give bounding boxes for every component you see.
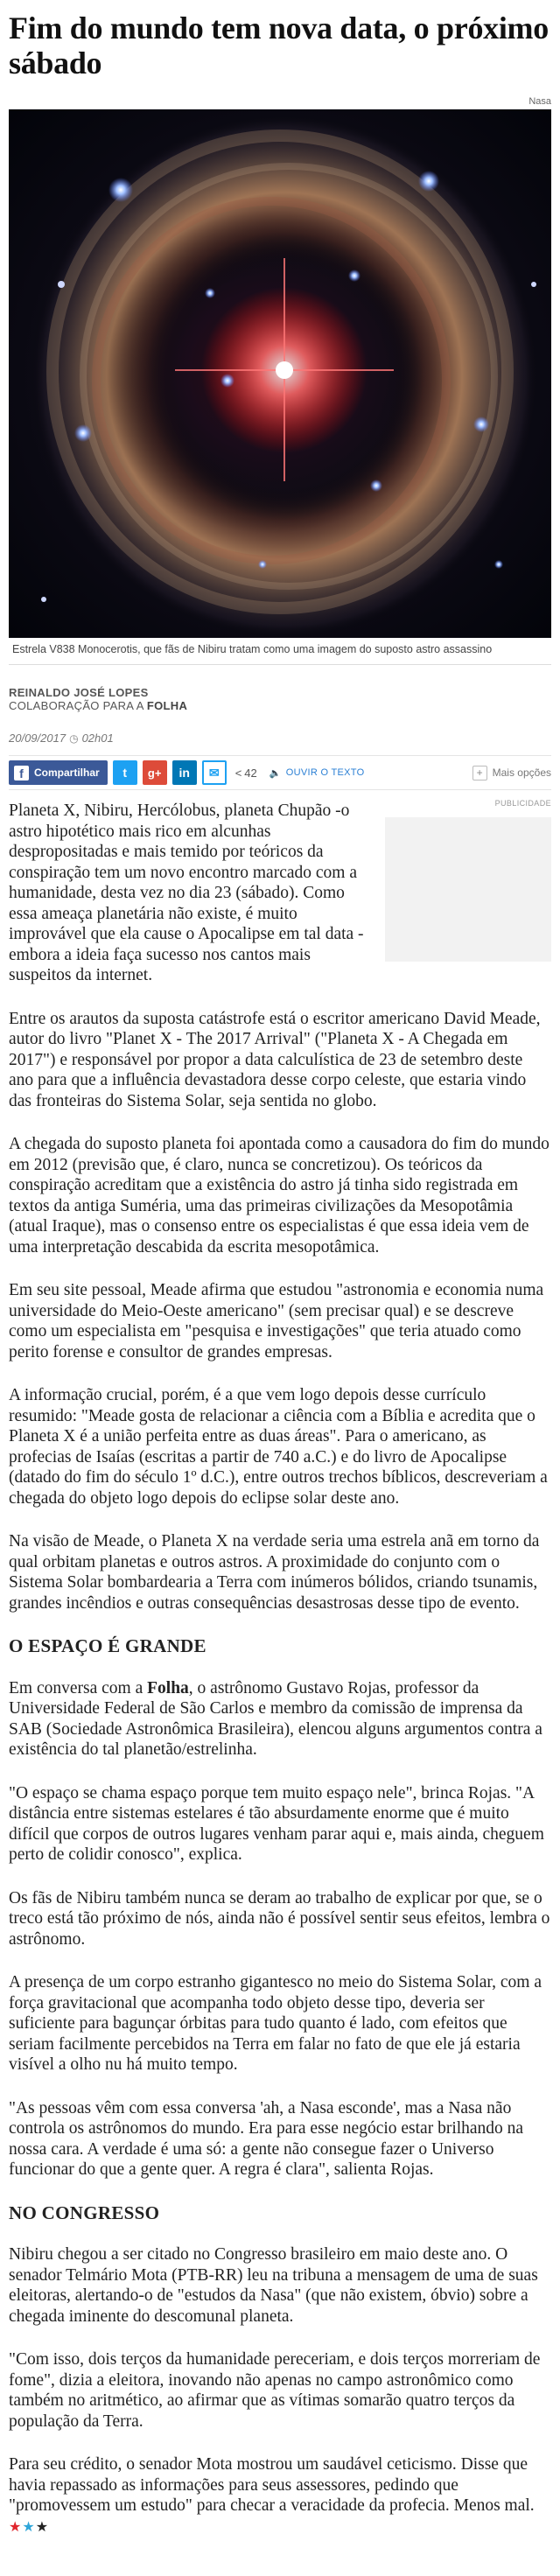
paragraph: A presença de um corpo estranho gigantesco no meio do Sistema Solar, com a força gravitacional que acompanha todo objeto desse tipo, deveria ser suficiente para bagunçar órbitas para tudo quanto é lado, com efeitos que seriam facilmente percebidos na Terra em falar no fato de que ele já estaria visível a olho nu há muito tempo. (9, 1973, 542, 2074)
text: Em conversa com a (9, 1678, 148, 1698)
ad-slot (385, 794, 551, 962)
email-share-button[interactable] (202, 760, 227, 785)
photo-credit: Nasa (528, 96, 551, 107)
author-name: REINALDO JOSÉ LOPES (9, 686, 149, 699)
article-photo[interactable] (9, 109, 551, 638)
paragraph: Nibiru chegou a ser citado no Congresso brasileiro em maio deste ano. O senador Telmário Mota (PTB-RR) leu na tribuna a mensagem de uma de suas eleitoras, alertando-o de "estudos da Nasa" (que não existem, óbvio) sobre a chegada iminente do descomunal planeta. (9, 2245, 538, 2326)
share-icon: < (234, 766, 242, 780)
facebook-share-label: Compartilhar (34, 766, 100, 779)
paragraph: Na visão de Meade, o Planeta X na verdade seria uma estrela anã em torno da qual orbitam planetas e outros astros. A proximidade do conjunto com o Sistema Solar bombardearia a Terra com inúmeros bólidos, criando tsunamis, grandes incêndios e outras consequências desastrosas desse tipo de evento. (9, 1532, 540, 1613)
speaker-icon: 🔈 (269, 767, 282, 779)
text: Para seu crédito, o senador Mota mostrou um saudável ceticismo. Disse que havia repassado as informações para seus assessores, pedindo que "promovessem um estudo" para checar a veracidade da profecia. Menos mal. (9, 2455, 535, 2515)
twitter-share-button[interactable] (113, 760, 137, 785)
paragraph: Em seu site pessoal, Meade afirma que estudou "astronomia e economia numa universidade do Meio-Oeste americano" (sem precisar qual) e se descreve como um especialista em "pesquisa e investigações" que teria atuado como perito forense e consultor de grandes empresas. (9, 1281, 544, 1362)
google-plus-share-button[interactable] (143, 760, 167, 785)
paragraph (9, 2454, 551, 2538)
collaboration-note (9, 699, 551, 712)
publish-time: 02h01 (81, 732, 114, 745)
section-title: O ESPAÇO É GRANDE (9, 1635, 206, 1656)
end-star-icon: ★ (35, 2519, 50, 2535)
paragraph: Entre os arautos da suposta catástrofe está o escritor americano David Meade, autor do livro "Planet X - The 2017 Arrival" ("Planeta X - A Chegada em 2017") e responsável por propor a data calculística de 23 de setembro deste ano para que a influência devastadora desse corpo celeste, que estaria vindo das fronteiras do Sistema Solar, seja sentida no globo. (9, 1009, 541, 1110)
more-options-label: Mais opções (492, 766, 551, 779)
ad-label: PUBLICIDADE (494, 799, 551, 808)
listen-button[interactable] (270, 767, 365, 779)
paragraph: "O espaço se chama espaço porque tem muito espaço nele", brinca Rojas. "A distância entre sistemas estelares é tão absurdamente enorme que é muito difícil que corpos de outros lugares venham parar aqui e, mais ainda, cheguem perto de colidir conosco", explica. (9, 1783, 544, 1864)
paragraph: A informação crucial, porém, é a que vem logo depois desse currículo resumido: "Meade gosta de relacionar a ciência com a Bíblia e acredita que o Planeta X é a união perfeita entre as duas áreas". Para o americano, as profecias de Isaías (escritas a partir de 740 a.C.) e do livro de Apocalipse (datado do fim do século 1º d.C.), entre outros trechos bíblicos, descreveriam a chegada do objeto logo depois do eclipse solar deste ano. (9, 1386, 548, 1508)
end-star-icon: ★ (22, 2519, 36, 2535)
facebook-icon: f (14, 766, 29, 780)
headline: Fim do mundo tem nova data, o próximo sábado (9, 10, 549, 80)
email-icon: ✉ (208, 765, 220, 780)
collab-outlet: FOLHA (146, 699, 188, 712)
google-plus-icon: g+ (147, 766, 162, 780)
text: , o astrônomo Gustavo Rojas, professor da Universidade Federal de São Carlos e membro da comissão de imprensa da SAB (Sociedade Astronômica Brasileira), elencou alguns argumentos contra a existência do tal planetão/estrelinha. (9, 1678, 542, 1759)
paragraph: Os fãs de Nibiru também nunca se deram ao trabalho de explicar por que, se o treco está tão próximo de nós, ainda não é possível sentir seus efeitos, lembra o astrônomo. (9, 1888, 550, 1949)
share-bar (9, 755, 551, 790)
share-count-value: 42 (244, 766, 257, 780)
collab-prefix: COLABORAÇÃO PARA A (9, 699, 147, 712)
section-title: NO CONGRESSO (9, 2202, 160, 2223)
ad-box[interactable] (385, 817, 551, 962)
photo-caption: Estrela V838 Monocerotis, que fãs de Nibiru tratam como uma imagem do suposto astro assassino (9, 638, 551, 665)
article-body (9, 794, 551, 2538)
publish-date: 20/09/2017 (9, 732, 66, 745)
paragraph (9, 1678, 551, 1760)
byline (9, 686, 551, 712)
more-options-button[interactable] (472, 766, 551, 780)
lead-with-ad (9, 794, 551, 1009)
plus-icon: + (472, 766, 487, 780)
paragraph: "Com isso, dois terços da humanidade pereceriam, e dois terços morreriam de fome", dizia a eleitora, inovando não apenas no campo astronômico como também no aritmético, ao afirmar que as vítimas somarão quatro terços da população da Terra. (9, 2350, 541, 2431)
end-mark (9, 2517, 49, 2538)
article-page (0, 10, 560, 2538)
dateline (9, 732, 551, 745)
clock-icon: ◷ (69, 732, 79, 745)
linkedin-icon: in (178, 766, 190, 780)
paragraph: "As pessoas vêm com essa conversa 'ah, a Nasa esconde', mas a Nasa não controla os astrônomos do mundo. Era para esse negócio estar brilhando na nossa cara. A verdade é uma só: a gente não consegue fazer o Universo funcionar do que a gente quer. A regra é clara", salienta Rojas. (9, 2098, 524, 2179)
twitter-icon: t (122, 766, 128, 780)
end-star-icon: ★ (9, 2519, 23, 2535)
facebook-share-button[interactable] (9, 760, 108, 785)
share-count (235, 766, 257, 780)
paragraph: A chegada do suposto planeta foi apontada como a causadora do fim do mundo em 2012 (previsão que, é claro, nunca se concretizou). Os teóricos da conspiração acreditam que a existência do astro já tinha sido registrada em textos da antiga Suméria, uma das primeiras civilizações da Mesopotâmia (atual Iraque), mas o consenso entre os especialistas é que essa ideia vem de uma interpretação descabida da escrita mesopotâmica. (9, 1135, 550, 1256)
paragraph: Planeta X, Nibiru, Hercólobus, planeta Chupão -o astro hipotético mais rico em alcunhas despropositadas e mais temido por teóricos da conspiração tem um novo encontro marcado com a humanidade, desta vez no dia 23 (sábado). Como essa ameaça planetária não existe, é muito improvável que ela cause o Apocalipse em tal data -embora a ideia faça sucesso nos cantos mais suspeitos da internet. (9, 802, 364, 984)
listen-label: OUVIR O TEXTO (285, 767, 365, 778)
linkedin-share-button[interactable] (172, 760, 197, 785)
outlet-name: Folha (147, 1678, 189, 1698)
nebula-image (9, 109, 551, 638)
